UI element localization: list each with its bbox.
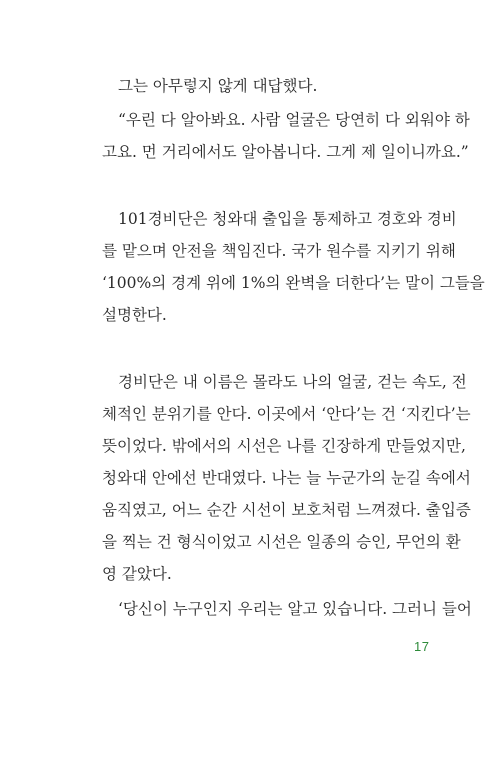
text-line: 설명한다. [102, 306, 167, 324]
text-line: “우린 다 알아봐요. 사람 얼굴은 당연히 다 외워야 하 [118, 111, 470, 129]
text-line: 그는 아무렇지 않게 대답했다. [118, 77, 318, 95]
text-line: 을 찍는 건 형식이었고 시선은 일종의 승인, 무언의 환 [102, 533, 461, 551]
text-line: ‘당신이 누구인지 우리는 알고 있습니다. 그러니 들어 [118, 600, 472, 618]
text-line: 뜻이었다. 밖에서의 시선은 나를 긴장하게 만들었지만, [102, 437, 466, 455]
text-line: ‘100%의 경계 위에 1%의 완벽을 더한다’는 말이 그들을 [102, 274, 485, 292]
text-line: 청와대 안에선 반대였다. 나는 늘 누군가의 눈길 속에서 [102, 469, 471, 487]
text-line: 영 같았다. [102, 565, 172, 583]
text-line: 를 맡으며 안전을 책임진다. 국가 원수를 지키기 위해 [102, 242, 456, 260]
text-line: 고요. 먼 거리에서도 알아봅니다. 그게 제 일이니까요.” [102, 143, 469, 161]
text-line: 움직였고, 어느 순간 시선이 보호처럼 느껴졌다. 출입증 [102, 501, 471, 519]
page-number: 17 [414, 639, 430, 654]
text-line: 경비단은 내 이름은 몰라도 나의 얼굴, 걷는 속도, 전 [118, 373, 467, 391]
text-line: 101경비단은 청와대 출입을 통제하고 경호와 경비 [118, 210, 457, 228]
text-line: 체적인 분위기를 안다. 이곳에서 ‘안다’는 건 ‘지킨다’는 [102, 405, 471, 423]
